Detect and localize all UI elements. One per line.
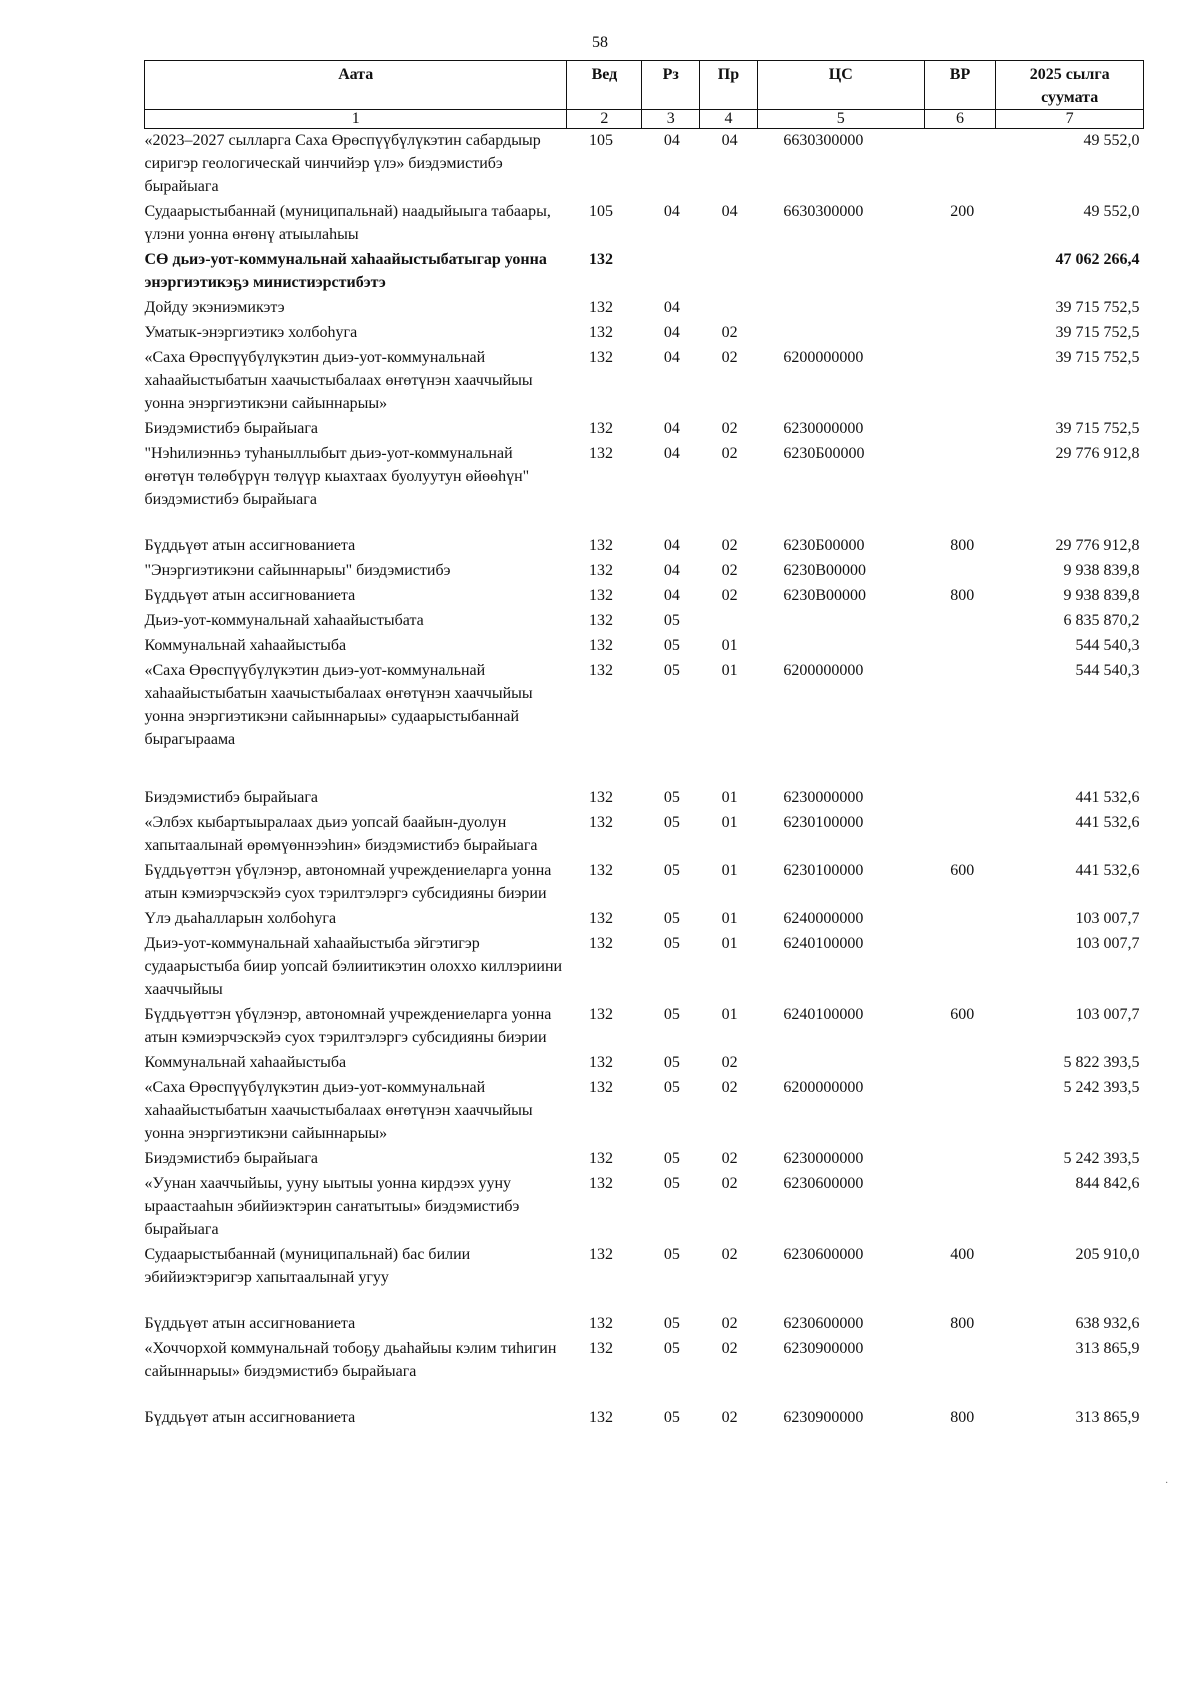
table-row (145, 320, 1144, 345)
col-number: 7 (996, 110, 1144, 129)
col-number: 5 (757, 110, 924, 129)
col-number: 6 (924, 110, 996, 129)
row-cs: 6630300000 (783, 203, 864, 220)
row-pr (700, 247, 758, 295)
row-rz: 05 (663, 662, 680, 679)
row-sum: 39 715 752,5 (1055, 420, 1140, 437)
row-rz: 05 (663, 1409, 680, 1426)
row-vr (924, 785, 996, 810)
table-row (145, 345, 1144, 416)
row-cs: 6230Б00000 (783, 445, 865, 462)
table-row (145, 295, 1144, 320)
row-vr (924, 416, 996, 441)
row-sum: 844 842,6 (1075, 1175, 1140, 1192)
row-name: «Уунан хааччыйыы, ууну ыытыы уонна кирдээх ууну ыраастааһын эбийиэктэрин саҥатытыы» биэдэмистибэ бырайыага (144, 1175, 520, 1238)
row-ved: 132 (588, 445, 613, 462)
row-name: Коммунальнай хаһаайыстыба (144, 637, 347, 654)
table-row (145, 658, 1144, 785)
row-vr (924, 247, 996, 295)
row-name: Биэдэмистибэ бырайыага (144, 1150, 318, 1167)
row-sum: 47 062 266,4 (1055, 251, 1140, 268)
table-row (145, 1171, 1144, 1242)
row-name: Биэдэмистибэ бырайыага (144, 420, 318, 437)
row-cs: 6230900000 (783, 1340, 864, 1357)
row-pr: 02 (721, 1340, 738, 1357)
row-sum: 5 242 393,5 (1063, 1150, 1140, 1167)
row-vr (924, 658, 996, 785)
row-cs: 6230600000 (783, 1175, 864, 1192)
row-pr: 01 (721, 935, 738, 952)
table-body (145, 129, 1144, 1431)
row-rz: 05 (663, 1246, 680, 1263)
table-row (145, 1075, 1144, 1146)
row-vr (924, 295, 996, 320)
row-cs: 6630300000 (783, 132, 864, 149)
row-sum: 544 540,3 (1075, 662, 1140, 679)
table-row (145, 129, 1144, 200)
col-number: 4 (700, 110, 758, 129)
table-row (145, 199, 1144, 247)
table-row (145, 533, 1144, 558)
row-pr: 02 (721, 1150, 738, 1167)
row-sum: 103 007,7 (1075, 935, 1140, 952)
row-rz: 04 (663, 324, 680, 341)
row-ved: 132 (588, 562, 613, 579)
row-pr: 04 (721, 203, 738, 220)
row-ved: 132 (588, 587, 613, 604)
row-vr (924, 1336, 996, 1405)
row-rz: 05 (663, 1079, 680, 1096)
row-rz: 04 (663, 562, 680, 579)
row-ved: 132 (588, 662, 613, 679)
row-rz: 04 (663, 203, 680, 220)
row-pr: 02 (721, 1315, 738, 1332)
row-ved: 132 (588, 612, 613, 629)
row-name: «Саха Өрөспүүбүлүкэтин дьиэ-уот-коммунальнай хаһаайыстыбатын хаачыстыбалаах өҥөтүнэн хааччыйыы уонна энэргиэтикэни сайыннарыы» (144, 1079, 533, 1142)
row-name: СӨ дьиэ-уот-коммунальнай хаһаайыстыбатыгар уонна энэргиэтикэҕэ министиэрстибэтэ (144, 251, 547, 291)
row-sum: 39 715 752,5 (1055, 349, 1140, 366)
row-sum: 544 540,3 (1075, 637, 1140, 654)
row-cs: 6230000000 (783, 1150, 864, 1167)
col-number: 1 (145, 110, 567, 129)
row-cs: 6240100000 (783, 1006, 864, 1023)
row-sum: 39 715 752,5 (1055, 324, 1140, 341)
row-pr: 01 (721, 862, 738, 879)
row-name: Биэдэмистибэ бырайыага (144, 789, 318, 806)
row-rz: 04 (663, 537, 680, 554)
row-ved: 132 (588, 935, 613, 952)
col-header-cs: ЦС (757, 61, 924, 110)
row-name: "Энэргиэтикэни сайыннарыы" биэдэмистибэ (144, 562, 451, 579)
row-vr (924, 1146, 996, 1171)
page-number: 58 (592, 34, 608, 51)
row-sum: 313 865,9 (1075, 1409, 1140, 1426)
row-vr (924, 608, 996, 633)
row-vr: 800 (950, 537, 975, 554)
row-pr: 02 (721, 562, 738, 579)
row-pr: 02 (721, 420, 738, 437)
row-cs (757, 633, 924, 658)
row-rz: 05 (663, 1175, 680, 1192)
row-vr: 800 (950, 587, 975, 604)
table-row (145, 931, 1144, 1002)
row-cs: 6230600000 (783, 1315, 864, 1332)
table-row (145, 1242, 1144, 1311)
row-name: Судаарыстыбаннай (муниципальнай) наадыйыыга табаары, үлэни уонна өҥөнү атыылаһыы (144, 203, 551, 243)
table-row (145, 1311, 1144, 1336)
row-sum: 441 532,6 (1075, 814, 1140, 831)
row-sum: 638 932,6 (1075, 1315, 1140, 1332)
row-pr (700, 608, 758, 633)
row-pr: 02 (721, 1246, 738, 1263)
row-rz: 05 (663, 910, 680, 927)
row-ved: 132 (588, 251, 613, 268)
row-vr (924, 906, 996, 931)
row-sum: 5 822 393,5 (1063, 1054, 1140, 1071)
row-vr: 600 (950, 1006, 975, 1023)
row-cs: 6240100000 (783, 935, 864, 952)
row-name: Бүддьүөт атын ассигнованиета (144, 587, 356, 604)
row-rz: 05 (663, 1150, 680, 1167)
row-name: «Саха Өрөспүүбүлүкэтин дьиэ-уот-коммунальнай хаһаайыстыбатын хаачыстыбалаах өҥөтүнэн хааччыйыы уонна энэргиэтикэни сайыннарыы» судаарыстыбаннай бырагыраама (144, 662, 533, 748)
row-vr (924, 345, 996, 416)
row-ved: 132 (588, 420, 613, 437)
row-name: Дьиэ-уот-коммунальнай хаһаайыстыбата (144, 612, 424, 629)
row-rz: 05 (663, 612, 680, 629)
row-sum: 103 007,7 (1075, 1006, 1140, 1023)
row-name: «Саха Өрөспүүбүлүкэтин дьиэ-уот-коммунальнай хаһаайыстыбатын хаачыстыбалаах өҥөтүнэн хааччыйыы уонна энэргиэтикэни сайыннарыы» (144, 349, 533, 412)
row-rz: 05 (663, 789, 680, 806)
row-pr: 01 (721, 789, 738, 806)
row-ved: 132 (588, 349, 613, 366)
table-row (145, 608, 1144, 633)
row-cs: 6200000000 (783, 1079, 864, 1096)
row-ved: 132 (588, 1246, 613, 1263)
row-cs (757, 295, 924, 320)
table-row (145, 583, 1144, 608)
row-name: Коммунальнай хаһаайыстыба (144, 1054, 347, 1071)
row-pr: 01 (721, 814, 738, 831)
row-pr: 04 (721, 132, 738, 149)
row-ved: 132 (588, 814, 613, 831)
row-pr (700, 295, 758, 320)
col-number: 3 (642, 110, 700, 129)
row-name: Бүддьүөт атын ассигнованиета (144, 1409, 356, 1426)
col-header-pr: Пр (700, 61, 758, 110)
col-header-ved: Вед (567, 61, 642, 110)
row-name: Уматык-энэргиэтикэ холбоһуга (144, 324, 358, 341)
row-rz: 05 (663, 1340, 680, 1357)
row-name: Дьиэ-уот-коммунальнай хаһаайыстыба эйгэтигэр судаарыстыба биир уопсай бэлиитикэтин олоххо киллэриини хааччыйыы (144, 935, 563, 998)
row-rz: 05 (663, 935, 680, 952)
row-ved: 132 (588, 1150, 613, 1167)
row-rz: 05 (663, 1054, 680, 1071)
row-ved: 132 (588, 910, 613, 927)
row-vr (924, 1171, 996, 1242)
table-row (145, 1002, 1144, 1050)
row-rz: 05 (663, 1006, 680, 1023)
row-vr (924, 810, 996, 858)
row-name: Судаарыстыбаннай (муниципальнай) бас билии эбийиэктэригэр хапытаалынай угуу (144, 1246, 471, 1286)
row-name: Бүддьүөттэн үбүлэнэр, автономнай учреждениеларга уонна атын кэмиэрчэскэйэ суох тэрилтэлэргэ субсидияны биэрии (144, 862, 552, 902)
row-cs: 6230100000 (783, 814, 864, 831)
row-sum: 5 242 393,5 (1063, 1079, 1140, 1096)
row-ved: 132 (588, 299, 613, 316)
row-name: Үлэ дьаһалларын холбоһуга (144, 910, 337, 927)
row-pr: 02 (721, 324, 738, 341)
table-row (145, 858, 1144, 906)
row-sum: 49 552,0 (1083, 132, 1140, 149)
table-row (145, 558, 1144, 583)
row-cs: 6200000000 (783, 662, 864, 679)
row-rz: 05 (663, 637, 680, 654)
row-rz: 04 (663, 587, 680, 604)
row-pr: 02 (721, 1409, 738, 1426)
scan-artifact: · (1165, 1478, 1169, 1489)
row-rz: 05 (663, 862, 680, 879)
row-ved: 132 (588, 1315, 613, 1332)
row-sum: 6 835 870,2 (1063, 612, 1140, 629)
row-ved: 132 (588, 1409, 613, 1426)
row-rz: 04 (663, 420, 680, 437)
row-sum: 441 532,6 (1075, 789, 1140, 806)
row-name: Дойду экэниэмикэтэ (144, 299, 285, 316)
row-ved: 132 (588, 1054, 613, 1071)
header-row (145, 61, 1144, 110)
table-row (145, 1336, 1144, 1405)
row-pr: 02 (721, 445, 738, 462)
row-name: «2023–2027 сылларга Саха Өрөспүүбүлүкэтин сабардыыр сиригэр геологическай чинчийэр үлэ» биэдэмистибэ бырайыага (144, 132, 541, 195)
row-cs: 6230000000 (783, 420, 864, 437)
row-ved: 132 (588, 537, 613, 554)
row-cs (757, 247, 924, 295)
row-vr (924, 558, 996, 583)
row-cs: 6230В00000 (783, 562, 867, 579)
col-header-rz: Рз (642, 61, 700, 110)
row-cs: 6230100000 (783, 862, 864, 879)
row-ved: 132 (588, 789, 613, 806)
row-cs: 6230600000 (783, 1246, 864, 1263)
row-vr (924, 931, 996, 1002)
row-name: Бүддьүөт атын ассигнованиета (144, 1315, 356, 1332)
row-pr: 02 (721, 1079, 738, 1096)
col-header-name: Аата (145, 61, 567, 110)
row-cs: 6230В00000 (783, 587, 867, 604)
row-pr: 02 (721, 587, 738, 604)
row-cs: 6240000000 (783, 910, 864, 927)
row-vr (924, 633, 996, 658)
row-rz: 04 (663, 349, 680, 366)
row-vr (924, 129, 996, 200)
row-pr: 02 (721, 1175, 738, 1192)
row-ved: 132 (588, 1175, 613, 1192)
table-row (145, 785, 1144, 810)
row-vr (924, 320, 996, 345)
row-sum: 205 910,0 (1075, 1246, 1140, 1263)
row-pr: 02 (721, 537, 738, 554)
table-row (145, 633, 1144, 658)
row-name: Бүддьүөттэн үбүлэнэр, автономнай учреждениеларга уонна атын кэмиэрчэскэйэ суох тэрилтэлэргэ субсидияны биэрии (144, 1006, 552, 1046)
table-row (145, 416, 1144, 441)
row-vr (924, 1075, 996, 1146)
row-vr (924, 441, 996, 533)
row-sum: 313 865,9 (1075, 1340, 1140, 1357)
row-sum: 29 776 912,8 (1055, 445, 1140, 462)
row-rz: 05 (663, 814, 680, 831)
row-name: Бүддьүөт атын ассигнованиета (144, 537, 356, 554)
row-ved: 132 (588, 637, 613, 654)
table-row (145, 906, 1144, 931)
row-pr: 01 (721, 662, 738, 679)
budget-table (144, 60, 1144, 1430)
row-pr: 01 (721, 637, 738, 654)
row-cs: 6230900000 (783, 1409, 864, 1426)
row-sum: 441 532,6 (1075, 862, 1140, 879)
col-header-vr: ВР (924, 61, 996, 110)
row-sum: 29 776 912,8 (1055, 537, 1140, 554)
row-vr: 600 (950, 862, 975, 879)
row-ved: 132 (588, 862, 613, 879)
table-row (145, 247, 1144, 295)
row-name: «Хоччорхой коммунальнай тобоҕу дьаһайыы кэлим тиһигин сайыннарыы» биэдэмистибэ бырайыага (144, 1340, 557, 1380)
row-rz (642, 247, 700, 295)
row-ved: 105 (588, 203, 613, 220)
row-sum: 9 938 839,8 (1063, 562, 1140, 579)
row-sum: 9 938 839,8 (1063, 587, 1140, 604)
col-number: 2 (567, 110, 642, 129)
row-name: "Нэһилиэнньэ туһаныллыбыт дьиэ-уот-коммунальнай өҥөтүн төлөбүрүн төлүүр кыахтаах буолуутун өйөөһүн" биэдэмистибэ бырайыага (144, 445, 530, 508)
row-cs (757, 1050, 924, 1075)
row-cs: 6200000000 (783, 349, 864, 366)
row-vr: 200 (950, 203, 975, 220)
row-ved: 132 (588, 1006, 613, 1023)
row-cs (757, 608, 924, 633)
row-ved: 132 (588, 324, 613, 341)
row-cs: 6230Б00000 (783, 537, 865, 554)
table-row (145, 1050, 1144, 1075)
table-row (145, 441, 1144, 533)
table-row (145, 1146, 1144, 1171)
row-ved: 105 (588, 132, 613, 149)
row-pr: 02 (721, 1054, 738, 1071)
row-cs: 6230000000 (783, 789, 864, 806)
column-number-row (145, 110, 1144, 129)
row-sum: 39 715 752,5 (1055, 299, 1140, 316)
row-vr (924, 1050, 996, 1075)
row-rz: 04 (663, 132, 680, 149)
row-rz: 04 (663, 445, 680, 462)
row-cs (757, 320, 924, 345)
table-row (145, 810, 1144, 858)
row-pr: 01 (721, 1006, 738, 1023)
row-sum: 49 552,0 (1083, 203, 1140, 220)
row-vr: 800 (950, 1315, 975, 1332)
row-sum: 103 007,7 (1075, 910, 1140, 927)
row-ved: 132 (588, 1340, 613, 1357)
col-header-sum: 2025 сылга суумата (996, 61, 1144, 110)
row-pr: 01 (721, 910, 738, 927)
row-vr: 400 (950, 1246, 975, 1263)
row-vr: 800 (950, 1409, 975, 1426)
table-row (145, 1405, 1144, 1430)
row-name: «Элбэх кыбартыыралаах дьиэ уопсай баайын-дуолун хапытаалынай өрөмүөннээһин» биэдэмистибэ бырайыага (144, 814, 538, 854)
row-ved: 132 (588, 1079, 613, 1096)
row-rz: 05 (663, 1315, 680, 1332)
row-rz: 04 (663, 299, 680, 316)
row-pr: 02 (721, 349, 738, 366)
